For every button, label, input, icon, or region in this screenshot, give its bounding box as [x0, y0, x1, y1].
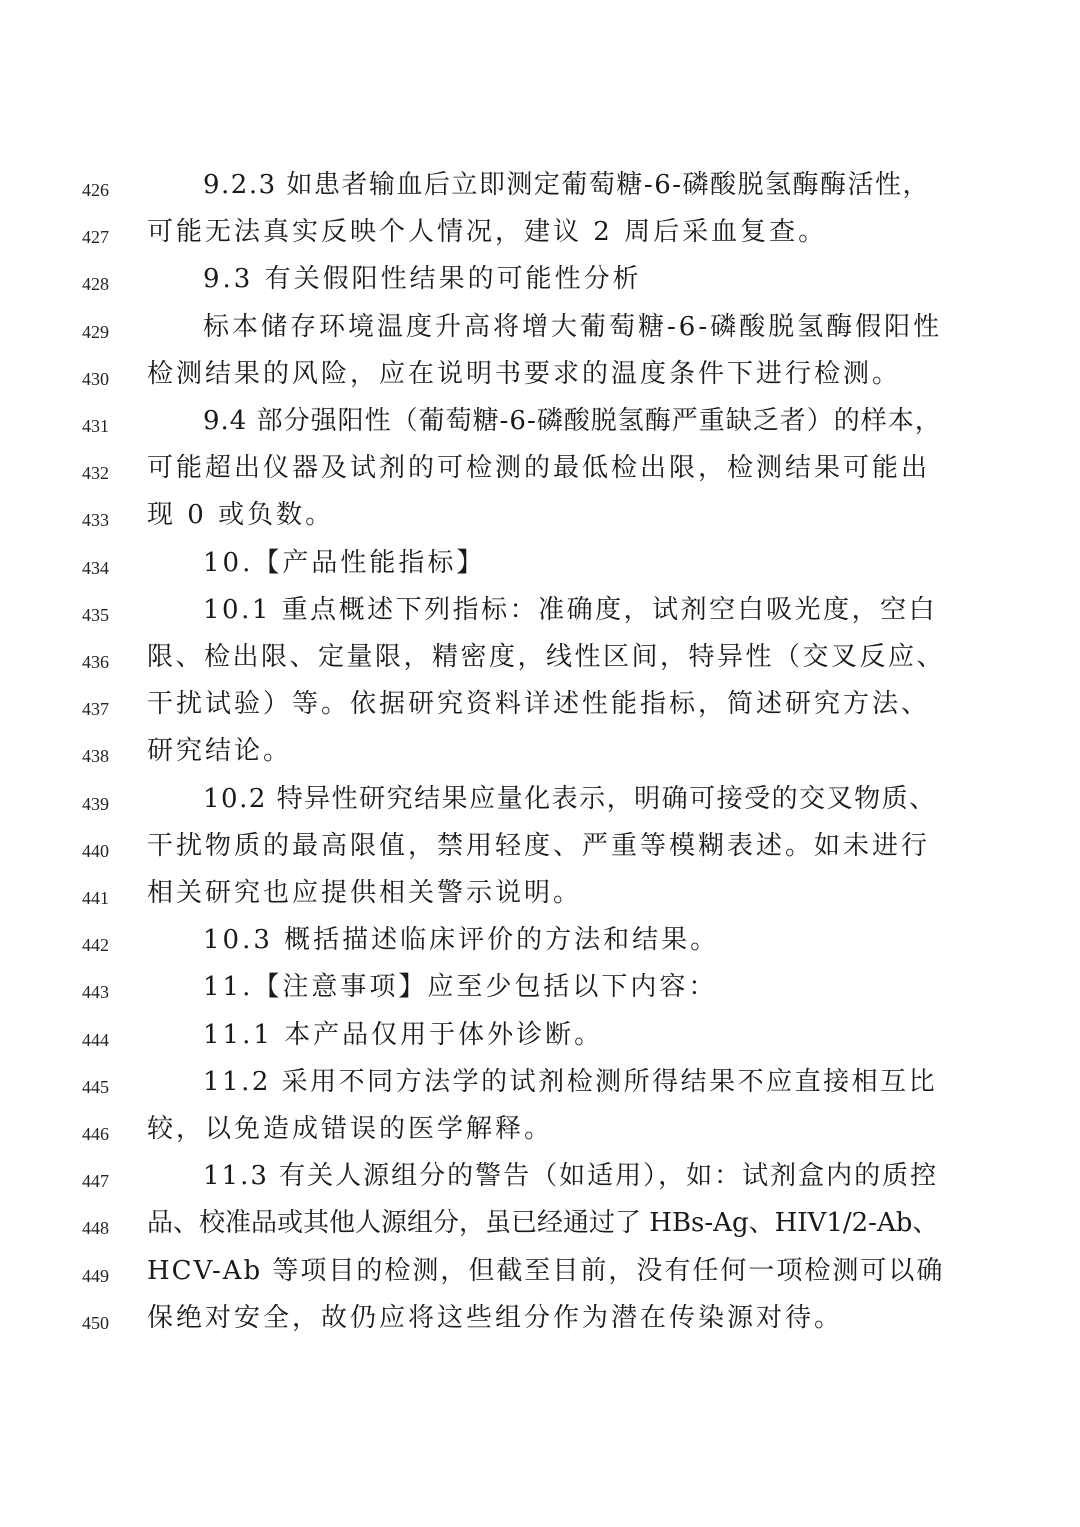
line-number: 450 — [82, 1312, 109, 1333]
line-text: 检测结果的风险，应在说明书要求的温度条件下进行检测。 — [147, 358, 902, 389]
line-number: 429 — [82, 321, 109, 342]
document-line — [0, 404, 1080, 451]
document-line — [0, 1018, 1080, 1065]
line-number: 444 — [82, 1029, 109, 1050]
line-number: 426 — [82, 180, 109, 200]
line-text: 可能无法真实反映个人情况，建议 2 周后采血复查。 — [147, 217, 828, 248]
line-number: 435 — [82, 604, 109, 625]
line-text: HCV-Ab 等项目的检测，但截至目前，没有任何一项检测可以确 — [147, 1255, 945, 1286]
line-text: 9.4 部分强阳性（葡萄糖-6-磷酸脱氢酶严重缺乏者）的样本， — [203, 406, 942, 436]
line-text: 品、校准品或其他人源组分，虽已经通过了 HBs-Ag、HIV1/2-Ab、 — [147, 1208, 939, 1239]
line-text: 11.1 本产品仅用于体外诊断。 — [203, 1019, 604, 1050]
line-number: 443 — [82, 982, 109, 1003]
line-number: 428 — [82, 274, 109, 295]
document-line — [0, 546, 1080, 593]
line-text: 10.【产品性能指标】 — [203, 547, 486, 578]
document-line — [0, 640, 1080, 687]
line-text: 研究结论。 — [147, 736, 293, 767]
document-line — [0, 451, 1080, 498]
document-line — [0, 357, 1080, 404]
document-line — [0, 782, 1080, 829]
line-number: 441 — [82, 888, 109, 908]
document-line — [0, 310, 1080, 357]
line-number: 442 — [82, 935, 109, 956]
line-text: 干扰物质的最高限值，禁用轻度、严重等模糊表述。如未进行 — [147, 830, 931, 861]
line-number: 438 — [82, 746, 109, 767]
line-text: 限、检出限、定量限，精密度，线性区间，特异性（交叉反应、 — [147, 642, 946, 672]
line-number: 449 — [82, 1265, 109, 1286]
line-number: 446 — [82, 1124, 109, 1144]
document-line — [0, 168, 1080, 215]
document-line — [0, 1065, 1080, 1112]
line-text: 保绝对安全，故仍应将这些组分作为潜在传染源对待。 — [147, 1302, 844, 1333]
document-line — [0, 829, 1080, 876]
document-line — [0, 687, 1080, 734]
line-number: 432 — [82, 463, 109, 484]
document-line — [0, 1301, 1080, 1348]
line-text: 11.2 采用不同方法学的试剂检测所得结果不应直接相互比 — [203, 1066, 938, 1097]
document-line — [0, 498, 1080, 545]
line-text: 9.3 有关假阳性结果的可能性分析 — [203, 264, 642, 295]
document-line — [0, 215, 1080, 262]
document-line — [0, 876, 1080, 923]
line-number: 447 — [82, 1171, 109, 1192]
line-number: 445 — [82, 1076, 109, 1097]
line-number: 433 — [82, 510, 109, 531]
line-text: 可能超出仪器及试剂的可检测的最低检出限，检测结果可能出 — [147, 453, 931, 484]
line-text: 11.【注意事项】应至少包括以下内容： — [203, 972, 718, 1003]
document-line — [0, 1206, 1080, 1253]
line-number: 430 — [82, 368, 109, 389]
line-text: 标本储存环境温度升高将增大葡萄糖-6-磷酸脱氢酶假阳性 — [203, 311, 943, 342]
document-line — [0, 923, 1080, 970]
line-text: 10.3 概括描述临床评价的方法和结果。 — [203, 925, 720, 956]
line-number: 431 — [82, 416, 109, 436]
line-number: 434 — [82, 557, 109, 578]
line-number: 448 — [82, 1218, 109, 1239]
line-text: 9.2.3 如患者输血后立即测定葡萄糖-6-磷酸脱氢酶酶活性， — [203, 170, 931, 200]
line-number: 436 — [82, 652, 109, 672]
line-text: 11.3 有关人源组分的警告（如适用），如：试剂盒内的质控 — [203, 1161, 939, 1192]
document-line — [0, 593, 1080, 640]
document-line — [0, 1254, 1080, 1301]
line-number: 437 — [82, 699, 109, 720]
line-number: 427 — [82, 227, 109, 248]
line-text: 10.1 重点概述下列指标：准确度，试剂空白吸光度，空白 — [203, 594, 938, 625]
line-text: 干扰试验）等。依据研究资料详述性能指标，简述研究方法、 — [147, 689, 931, 720]
line-number: 440 — [82, 840, 109, 861]
document-line — [0, 734, 1080, 781]
line-text: 相关研究也应提供相关警示说明。 — [147, 878, 583, 908]
document-line — [0, 1112, 1080, 1159]
line-text: 现 0 或负数。 — [147, 500, 335, 531]
document-line — [0, 970, 1080, 1017]
line-text: 10.2 特异性研究结果应量化表示，明确可接受的交叉物质、 — [203, 783, 937, 814]
line-number: 439 — [82, 793, 109, 814]
line-text: 较，以免造成错误的医学解释。 — [147, 1114, 554, 1144]
document-line — [0, 1159, 1080, 1206]
document-line — [0, 262, 1080, 309]
